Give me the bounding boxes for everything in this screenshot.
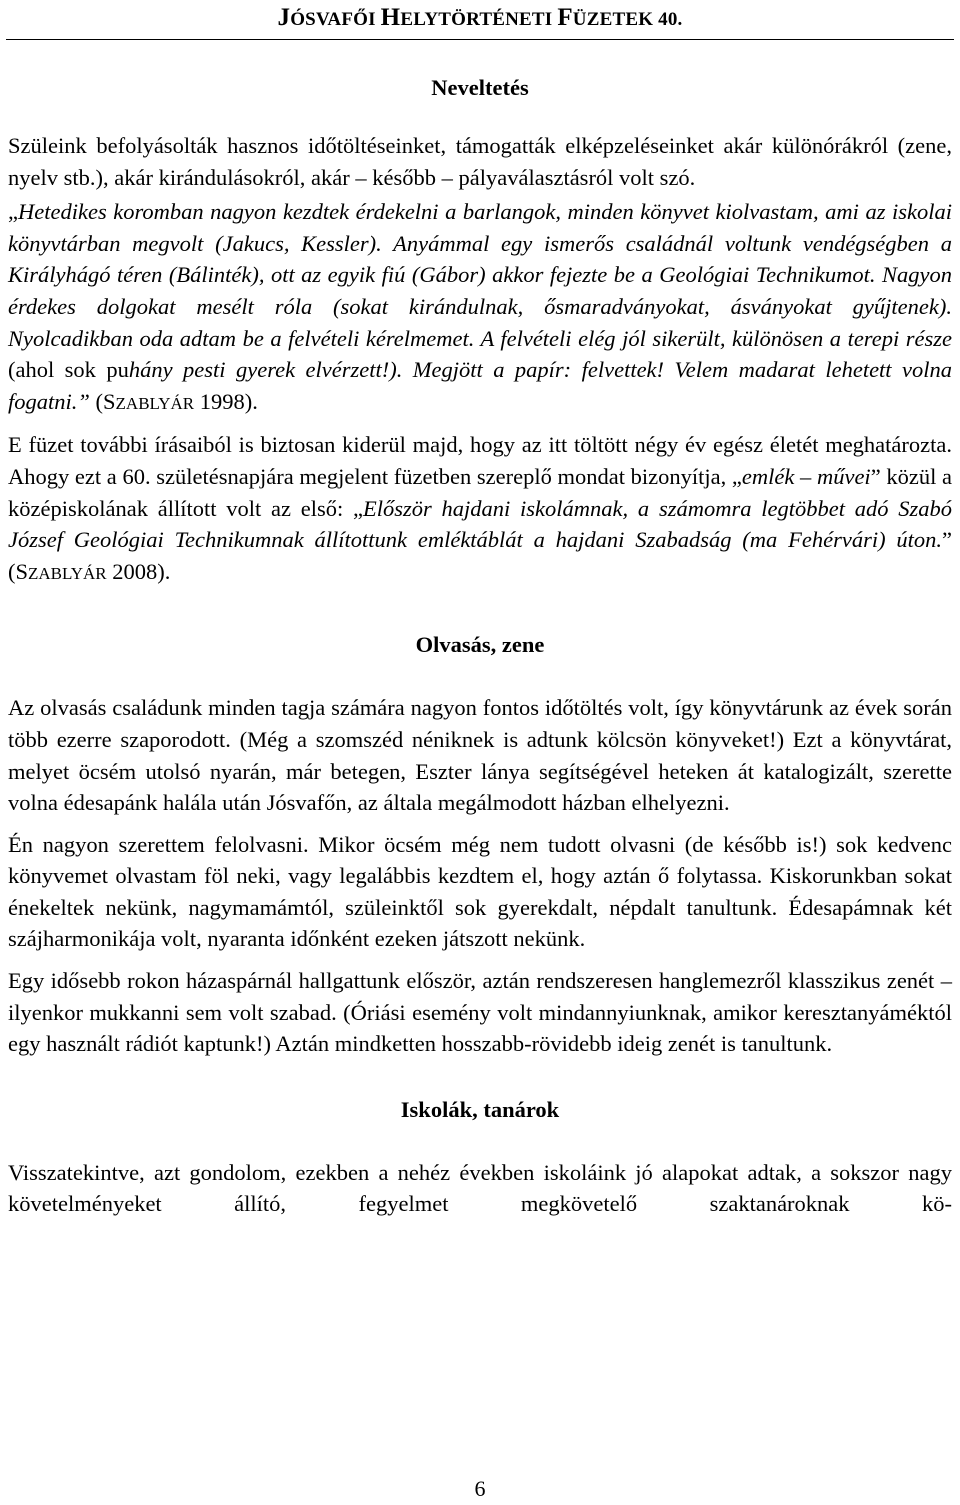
quote-close-mark: ” [77,388,90,414]
paragraph-olvasas-3: Egy idősebb rokon házaspárnál hallgattunk először, aztán rendszeresen hanglemezről klasszikus zenét – ilyenkor mukkanni sem volt szabad. (Óriási esemény volt mindannyiunknak, amikor keresztanyáméktól egy használt rádiót kaptunk!) Aztán mindketten hosszabb-rövidebb ideig zenét is tanultunk. [8,968,952,1057]
page-number: 6 [474,1476,486,1501]
header-rule [6,39,954,40]
p3-italic-quote: Először hajdani iskolámnak, a számomra legtöbbet adó Szabó József Geológiai Technikumnak állítottunk emléktáblát a hajdani Szabadság (ma Fehérvári) úton. [8,495,952,553]
p3-citation-year: 2008). [106,558,171,584]
paragraph-olvasas-1: Az olvasás családunk minden tagja számára nagyon fontos időtöltés volt, így könyvtárunk az évek során több ezerre szaporodott. (Még a szomszéd néniknek is adtunk kölcsön könyveket!) Ezt a könyvtárat, melyet öcsém utolsó nyarán, már betegen, Eszter lánya segítségével heteken át katalogizált, szerette volna édesapánk halála után Jósvafőn, az általa megálmodott házban elhelyezni. [8,695,952,816]
paragraph-neveltetes-3 [8,429,952,589]
paragraph-iskolak-1: Visszatekintve, azt gondolom, ezekben a nehéz években iskoláink jó alapokat adtak, a sokszor nagy követelményeket állító, fegyelmet megkövetelő szaktanároknak kö- [8,1159,952,1217]
p3-roman-part-1: E füzet további írásaiból is biztosan kiderül majd, hogy az itt töltött négy év egész életét meghatározta. Ahogy ezt a 60. születésnapjára megjelent füzetben szereplő mondat bizonyítja, „ [8,432,952,489]
citation-open: (S [89,388,116,414]
quote-roman-part: (ahol sok pu [8,357,129,383]
header-title-smallcaps-3: ÜZETEK 40. [572,9,683,30]
running-header-title [278,4,683,32]
quote-italic-part-2: hány pesti gyerek elvérzett!). Megjött a papír: felvettek! Velem madarat lehetett volna fogatni. [8,357,952,414]
header-title-initial-2: H [380,4,401,31]
header-title-initial-3: F [557,4,573,31]
section-title-iskolak: Iskolák, tanárok [400,1096,560,1122]
quote-italic-part-1: Hetedikes koromban nagyon kezdtek érdekelni a barlangok, minden könyvet kiolvastam, ami az iskolai könyvtárban megvolt (Jakucs, Kessler). Anyámmal egy ismerős családnál voltunk vendégségben a Királyhágó téren (Bálinték), ott az egyik fiú (Gábor) akkor fejezte be a Geológiai Technikumot. Nagyon érdekes dolgokat mesélt róla (sokat kirándulnak, ősmaradványokat, ásványokat gyűjtenek). Nyolcadikban oda adtam be a felvételi kérelmemet. A felvételi elég jól sikerült, különösen a terepi része [8,199,952,351]
citation-year: 1998). [194,388,258,414]
paragraph-neveltetes-quote [8,196,952,419]
paragraph-neveltetes-1: Szüleink befolyásolták hasznos időtöltéseinket, támogatták elképzeléseinket akár különórákról (zene, nyelv stb.), akár kirándulásokról, akár – később – pályaválasztásról volt szó. [8,133,952,190]
p3-roman-part-2: ” közül a középiskolának állított volt az első: „ [8,463,952,521]
running-header [0,0,960,40]
header-title-smallcaps-2: ELYTÖRTÉNETI [400,9,558,30]
p3-citation-author-smallcaps: ZABLYÁR [28,563,107,583]
section-title-olvasas: Olvasás, zene [415,632,545,658]
header-title-smallcaps-1: ÓSVAFŐI [290,9,381,30]
page-content [8,72,952,1220]
header-title-initial-1: J [277,4,291,31]
citation-author-smallcaps: ZABLYÁR [115,393,195,413]
quote-open-mark: „ [8,199,18,225]
p3-italic-emlek-muvei: emlék – művei [741,463,871,489]
section-title-neveltetes: Neveltetés [431,75,529,100]
paragraph-olvasas-2: Én nagyon szerettem felolvasni. Mikor öcsém még nem tudott olvasni (de később is!) sok kedvenc könyvemet olvastam föl neki, vagy legalábbis kezdtem el, hogy aztán ő folytassa. Kiskorunkban sokat énekeltek nekünk, nagymamámtól, szüleinktől sok gyerekdalt, népdalt tanultunk. Édesapámnak két szájharmonikája volt, nyaranta időnként ezeken játszott nekünk. [8,831,952,952]
p3-citation-open: ” (S [8,527,952,584]
